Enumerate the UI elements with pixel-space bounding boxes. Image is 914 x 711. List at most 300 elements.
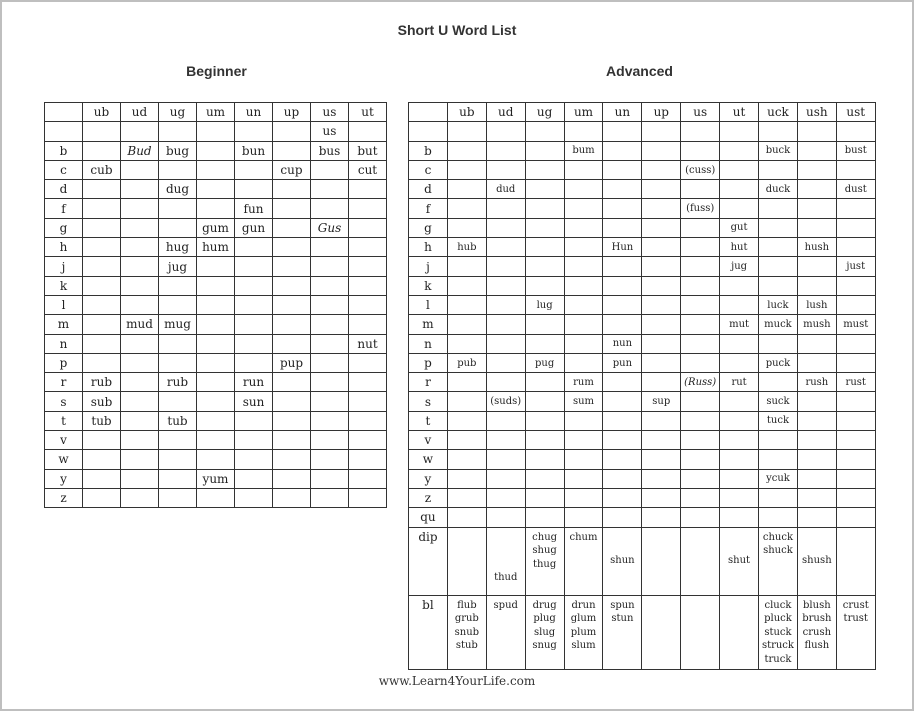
beginner-word-cell (349, 488, 387, 507)
advanced-col-header: un (603, 103, 642, 122)
advanced-word-cell: tuck (759, 411, 798, 430)
advanced-word-cell (564, 122, 603, 141)
advanced-word-cell: drun glum plum slum (564, 595, 603, 669)
beginner-col-header: up (273, 103, 311, 122)
advanced-word-cell: blush brush crush flush (797, 595, 836, 669)
beginner-word-cell: bun (235, 141, 273, 160)
beginner-word-cell (197, 180, 235, 199)
beginner-row-label: h (45, 238, 83, 257)
advanced-word-cell (720, 141, 759, 160)
beginner-col-header (45, 103, 83, 122)
advanced-word-cell (720, 450, 759, 469)
advanced-word-cell (486, 334, 525, 353)
beginner-word-cell: sub (83, 392, 121, 411)
advanced-row-label: y (409, 469, 448, 488)
advanced-word-cell (525, 141, 564, 160)
advanced-word-cell (836, 411, 875, 430)
beginner-word-cell (349, 392, 387, 411)
advanced-word-cell (525, 276, 564, 295)
advanced-col-header (409, 103, 448, 122)
beginner-word-cell (121, 488, 159, 507)
advanced-word-cell (486, 257, 525, 276)
beginner-word-cell (197, 392, 235, 411)
advanced-word-cell (720, 199, 759, 218)
advanced-word-cell (797, 276, 836, 295)
advanced-word-cell: chum (564, 527, 603, 595)
advanced-row (409, 353, 876, 372)
advanced-word-cell (642, 527, 681, 595)
beginner-row-label: f (45, 199, 83, 218)
advanced-word-cell (759, 450, 798, 469)
beginner-word-cell (121, 373, 159, 392)
beginner-word-cell (121, 122, 159, 141)
advanced-word-cell: rut (720, 373, 759, 392)
beginner-word-cell (273, 392, 311, 411)
advanced-word-cell (447, 411, 486, 430)
beginner-row (45, 276, 387, 295)
advanced-word-cell (797, 450, 836, 469)
beginner-row-label: g (45, 218, 83, 237)
beginner-word-cell (235, 411, 273, 430)
advanced-word-cell (759, 373, 798, 392)
advanced-word-cell: sum (564, 392, 603, 411)
advanced-word-cell (447, 488, 486, 507)
beginner-word-cell (121, 334, 159, 353)
beginner-word-cell (349, 353, 387, 372)
beginner-word-cell (311, 488, 349, 507)
advanced-word-cell (525, 315, 564, 334)
advanced-word-cell (836, 527, 875, 595)
advanced-word-cell (797, 334, 836, 353)
beginner-word-cell: gum (197, 218, 235, 237)
beginner-word-cell: fun (235, 199, 273, 218)
beginner-word-cell (235, 122, 273, 141)
advanced-col-header: ub (447, 103, 486, 122)
beginner-word-cell (311, 411, 349, 430)
advanced-word-cell (447, 122, 486, 141)
advanced-col-header: um (564, 103, 603, 122)
beginner-word-cell (311, 238, 349, 257)
beginner-word-cell: dug (159, 180, 197, 199)
advanced-table (408, 102, 876, 670)
beginner-word-cell: nut (349, 334, 387, 353)
beginner-word-cell (159, 334, 197, 353)
beginner-word-cell (121, 180, 159, 199)
advanced-word-cell: (Russ) (681, 373, 720, 392)
advanced-row-label: t (409, 411, 448, 430)
advanced-row (409, 218, 876, 237)
beginner-word-cell (235, 431, 273, 450)
advanced-word-cell (759, 160, 798, 179)
advanced-row (409, 373, 876, 392)
beginner-word-cell (159, 392, 197, 411)
beginner-word-cell (349, 469, 387, 488)
advanced-row-label: v (409, 431, 448, 450)
beginner-row (45, 411, 387, 430)
beginner-row (45, 353, 387, 372)
beginner-row-label: w (45, 450, 83, 469)
beginner-word-cell (121, 411, 159, 430)
advanced-word-cell (642, 334, 681, 353)
beginner-word-cell (83, 199, 121, 218)
advanced-word-cell (603, 257, 642, 276)
beginner-row (45, 257, 387, 276)
advanced-word-cell (486, 450, 525, 469)
advanced-word-cell (642, 199, 681, 218)
advanced-word-cell: muck (759, 315, 798, 334)
advanced-row-label: qu (409, 508, 448, 527)
advanced-word-cell (447, 295, 486, 314)
beginner-col-header: ut (349, 103, 387, 122)
advanced-word-cell (603, 392, 642, 411)
beginner-word-cell (311, 315, 349, 334)
advanced-row (409, 122, 876, 141)
advanced-header-row (409, 103, 876, 122)
beginner-word-cell (159, 218, 197, 237)
advanced-word-cell: shut (720, 527, 759, 595)
advanced-word-cell (797, 469, 836, 488)
advanced-word-cell (720, 160, 759, 179)
beginner-row-label: m (45, 315, 83, 334)
advanced-word-cell (486, 160, 525, 179)
advanced-word-cell (564, 334, 603, 353)
advanced-word-cell: thud (486, 527, 525, 595)
advanced-word-cell (603, 469, 642, 488)
advanced-word-cell (525, 373, 564, 392)
beginner-row-label (45, 122, 83, 141)
advanced-word-cell (447, 334, 486, 353)
advanced-word-cell (797, 160, 836, 179)
advanced-word-cell: pun (603, 353, 642, 372)
advanced-word-cell: bum (564, 141, 603, 160)
beginner-row-label: k (45, 276, 83, 295)
advanced-word-cell (681, 508, 720, 527)
advanced-word-cell (797, 411, 836, 430)
advanced-word-cell (486, 431, 525, 450)
advanced-word-cell (564, 257, 603, 276)
advanced-word-cell (486, 295, 525, 314)
advanced-word-cell (486, 141, 525, 160)
advanced-word-cell (681, 180, 720, 199)
advanced-word-cell (759, 218, 798, 237)
beginner-table (44, 102, 387, 508)
advanced-word-cell (836, 334, 875, 353)
advanced-word-cell (797, 508, 836, 527)
advanced-row (409, 199, 876, 218)
beginner-col-header: us (311, 103, 349, 122)
beginner-word-cell (83, 469, 121, 488)
beginner-word-cell (83, 334, 121, 353)
advanced-row-label: c (409, 160, 448, 179)
beginner-col-header: um (197, 103, 235, 122)
beginner-word-cell (235, 295, 273, 314)
advanced-word-cell (603, 295, 642, 314)
beginner-word-cell (83, 141, 121, 160)
advanced-row (409, 160, 876, 179)
beginner-word-cell (197, 315, 235, 334)
advanced-word-cell (720, 595, 759, 669)
advanced-word-cell (564, 488, 603, 507)
advanced-word-cell: chuck shuck (759, 527, 798, 595)
advanced-word-cell (603, 141, 642, 160)
advanced-row (409, 257, 876, 276)
beginner-row (45, 218, 387, 237)
advanced-word-cell (447, 508, 486, 527)
beginner-word-cell: gun (235, 218, 273, 237)
advanced-word-cell: puck (759, 353, 798, 372)
beginner-word-cell (273, 334, 311, 353)
advanced-word-cell (642, 431, 681, 450)
beginner-row (45, 180, 387, 199)
advanced-word-cell: mut (720, 315, 759, 334)
advanced-word-cell (681, 527, 720, 595)
beginner-row-label: v (45, 431, 83, 450)
beginner-row (45, 122, 387, 141)
beginner-row-label: y (45, 469, 83, 488)
beginner-word-cell (273, 488, 311, 507)
advanced-word-cell (681, 334, 720, 353)
beginner-row (45, 469, 387, 488)
beginner-row (45, 431, 387, 450)
advanced-word-cell (720, 353, 759, 372)
advanced-word-cell: hut (720, 238, 759, 257)
beginner-word-cell (311, 180, 349, 199)
advanced-word-cell (486, 353, 525, 372)
advanced-word-cell (836, 508, 875, 527)
advanced-word-cell (836, 353, 875, 372)
beginner-word-cell (83, 257, 121, 276)
beginner-word-cell: jug (159, 257, 197, 276)
advanced-word-cell (836, 488, 875, 507)
beginner-word-cell: tub (159, 411, 197, 430)
beginner-word-cell: mud (121, 315, 159, 334)
beginner-word-cell: but (349, 141, 387, 160)
advanced-word-cell (720, 334, 759, 353)
advanced-word-cell: shun (603, 527, 642, 595)
beginner-row (45, 238, 387, 257)
advanced-word-cell: (suds) (486, 392, 525, 411)
advanced-word-cell (447, 257, 486, 276)
beginner-word-cell (83, 276, 121, 295)
advanced-word-cell (836, 276, 875, 295)
beginner-word-cell (197, 199, 235, 218)
advanced-row-bl (409, 595, 876, 669)
beginner-col-header: ud (121, 103, 159, 122)
advanced-word-cell (486, 238, 525, 257)
advanced-word-cell (681, 257, 720, 276)
beginner-word-cell (311, 431, 349, 450)
advanced-word-cell (836, 238, 875, 257)
beginner-word-cell (349, 431, 387, 450)
beginner-word-cell (311, 469, 349, 488)
beginner-word-cell (273, 431, 311, 450)
advanced-word-cell (603, 411, 642, 430)
advanced-word-cell (720, 469, 759, 488)
beginner-word-cell (349, 315, 387, 334)
beginner-word-cell (83, 450, 121, 469)
beginner-word-cell: Gus (311, 218, 349, 237)
advanced-col-header: ust (836, 103, 875, 122)
advanced-word-cell (603, 450, 642, 469)
advanced-word-cell (447, 373, 486, 392)
beginner-word-cell (159, 353, 197, 372)
advanced-word-cell (681, 353, 720, 372)
beginner-word-cell (197, 431, 235, 450)
advanced-word-cell (564, 295, 603, 314)
advanced-col-header: ush (797, 103, 836, 122)
advanced-word-cell (642, 257, 681, 276)
beginner-row-label: b (45, 141, 83, 160)
beginner-col-header: un (235, 103, 273, 122)
advanced-word-cell (836, 431, 875, 450)
advanced-word-cell (642, 315, 681, 334)
beginner-word-cell: cup (273, 160, 311, 179)
advanced-word-cell (486, 218, 525, 237)
beginner-row (45, 199, 387, 218)
advanced-word-cell (720, 431, 759, 450)
beginner-word-cell (273, 469, 311, 488)
beginner-row-label: s (45, 392, 83, 411)
advanced-word-cell: gut (720, 218, 759, 237)
advanced-word-cell (681, 431, 720, 450)
beginner-word-cell: mug (159, 315, 197, 334)
advanced-word-cell (564, 199, 603, 218)
advanced-word-cell (759, 488, 798, 507)
advanced-word-cell (642, 469, 681, 488)
beginner-word-cell (311, 353, 349, 372)
beginner-word-cell (121, 392, 159, 411)
beginner-word-cell (197, 295, 235, 314)
advanced-word-cell (603, 122, 642, 141)
advanced-word-cell (447, 450, 486, 469)
advanced-word-cell (525, 238, 564, 257)
advanced-word-cell (486, 199, 525, 218)
advanced-word-cell (564, 276, 603, 295)
advanced-row (409, 180, 876, 199)
advanced-word-cell: spud (486, 595, 525, 669)
advanced-word-cell (447, 431, 486, 450)
advanced-word-cell: rush (797, 373, 836, 392)
beginner-word-cell (83, 238, 121, 257)
advanced-word-cell (836, 160, 875, 179)
advanced-word-cell: cluck pluck stuck struck truck (759, 595, 798, 669)
advanced-row-label: w (409, 450, 448, 469)
beginner-word-cell (273, 180, 311, 199)
beginner-word-cell: Bud (121, 141, 159, 160)
advanced-word-cell (642, 141, 681, 160)
advanced-row (409, 431, 876, 450)
beginner-word-cell (197, 276, 235, 295)
beginner-row-label: c (45, 160, 83, 179)
advanced-word-cell (447, 160, 486, 179)
advanced-word-cell (759, 276, 798, 295)
beginner-word-cell (121, 469, 159, 488)
advanced-word-cell: dud (486, 180, 525, 199)
beginner-word-cell (83, 122, 121, 141)
beginner-word-cell (159, 295, 197, 314)
advanced-row-label: bl (409, 595, 448, 669)
beginner-word-cell: pup (273, 353, 311, 372)
website-footer: www.Learn4YourLife.com (378, 674, 536, 688)
beginner-word-cell (349, 450, 387, 469)
advanced-row (409, 295, 876, 314)
beginner-word-cell (235, 160, 273, 179)
advanced-word-cell (486, 276, 525, 295)
advanced-word-cell (564, 315, 603, 334)
beginner-row-label: l (45, 295, 83, 314)
beginner-word-cell (197, 373, 235, 392)
advanced-word-cell (642, 238, 681, 257)
advanced-row (409, 411, 876, 430)
advanced-word-cell (525, 431, 564, 450)
beginner-word-cell (273, 411, 311, 430)
beginner-word-cell: yum (197, 469, 235, 488)
beginner-word-cell (121, 160, 159, 179)
beginner-word-cell (83, 353, 121, 372)
beginner-word-cell (159, 488, 197, 507)
advanced-word-cell (759, 199, 798, 218)
advanced-word-cell (564, 431, 603, 450)
advanced-row (409, 276, 876, 295)
advanced-row-label: r (409, 373, 448, 392)
advanced-word-cell (525, 160, 564, 179)
advanced-word-cell (720, 392, 759, 411)
advanced-word-cell: dust (836, 180, 875, 199)
advanced-word-cell (525, 257, 564, 276)
beginner-word-cell (349, 122, 387, 141)
beginner-word-cell (197, 450, 235, 469)
advanced-word-cell: (cuss) (681, 160, 720, 179)
beginner-row-label: t (45, 411, 83, 430)
advanced-word-cell (603, 276, 642, 295)
beginner-word-cell: sun (235, 392, 273, 411)
beginner-row (45, 160, 387, 179)
beginner-word-cell: cub (83, 160, 121, 179)
beginner-word-cell (159, 469, 197, 488)
beginner-word-cell (311, 295, 349, 314)
advanced-word-cell (603, 431, 642, 450)
beginner-row-label: r (45, 373, 83, 392)
advanced-word-cell (642, 160, 681, 179)
beginner-row (45, 334, 387, 353)
advanced-word-cell (642, 373, 681, 392)
advanced-word-cell (525, 508, 564, 527)
beginner-word-cell (273, 373, 311, 392)
advanced-word-cell (836, 469, 875, 488)
beginner-word-cell (311, 199, 349, 218)
advanced-word-cell (797, 180, 836, 199)
beginner-word-cell (159, 276, 197, 295)
advanced-word-cell: just (836, 257, 875, 276)
beginner-word-cell (83, 488, 121, 507)
beginner-word-cell (349, 199, 387, 218)
advanced-word-cell: rum (564, 373, 603, 392)
advanced-word-cell: duck (759, 180, 798, 199)
beginner-word-cell (349, 257, 387, 276)
advanced-row-label: m (409, 315, 448, 334)
advanced-word-cell (603, 180, 642, 199)
advanced-word-cell (797, 122, 836, 141)
advanced-word-cell (642, 122, 681, 141)
advanced-word-cell (525, 450, 564, 469)
advanced-row-label: n (409, 334, 448, 353)
advanced-word-cell: hush (797, 238, 836, 257)
advanced-word-cell (720, 508, 759, 527)
beginner-row (45, 488, 387, 507)
advanced-word-cell (642, 508, 681, 527)
advanced-word-cell (486, 315, 525, 334)
advanced-word-cell (525, 488, 564, 507)
